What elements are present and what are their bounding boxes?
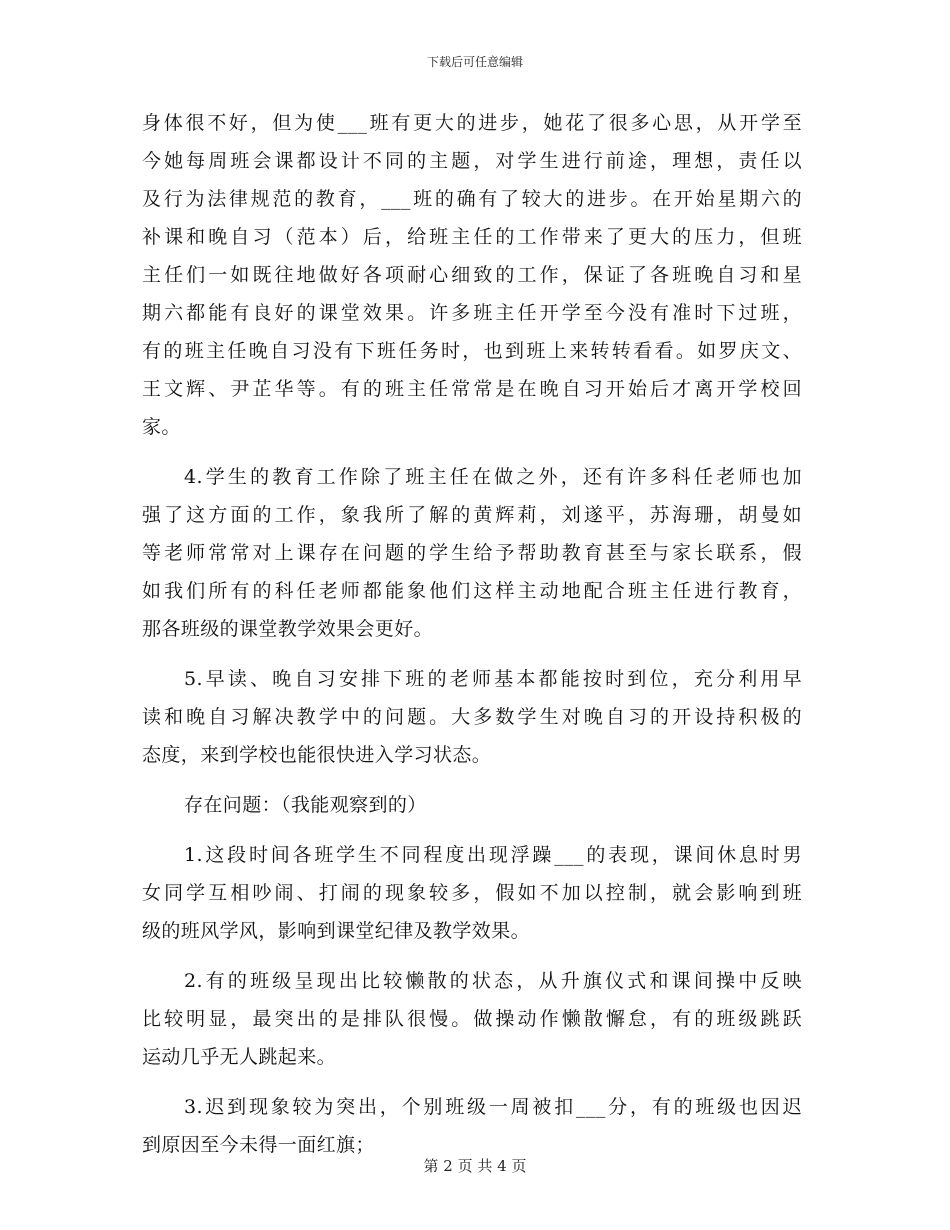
page-footer: 第 2 页 共 4 页 <box>423 1157 527 1175</box>
page-header: 下载后可任意编辑 <box>426 55 523 69</box>
text-line: 读和晚自习解决教学中的问题。大多数学生对晚自习的开设持积极的 <box>142 706 802 728</box>
text-line: 主任们一如既往地做好各项耐心细致的工作，保证了各班晚自习和星 <box>142 264 802 286</box>
text-line: 如我们所有的科任老师都能象他们这样主动地配合班主任进行教育， <box>142 580 802 602</box>
paragraph <box>142 104 802 446</box>
text-line: 运动几乎无人跳起来。 <box>142 1046 337 1068</box>
paragraph <box>142 836 802 950</box>
paragraph <box>142 1088 802 1164</box>
text-line: 家。 <box>142 416 181 438</box>
text-line: 2.有的班级呈现出比较懒散的状态，从升旗仪式和课间操中反映 <box>184 970 802 992</box>
paragraph <box>142 660 802 774</box>
text-line: 到原因至今未得一面红旗； <box>142 1134 375 1156</box>
text-line: 女同学互相吵闹、打闹的现象较多，假如不加以控制，就会影响到班 <box>142 882 802 904</box>
text-line: 期六都能有良好的课堂效果。许多班主任开学至今没有准时下过班， <box>142 302 802 324</box>
text-line: 有的班主任晚自习没有下班任务时，也到班上来转转看看。如罗庆文、 <box>142 340 802 362</box>
paragraph <box>142 458 802 648</box>
text-line: 身体很不好，但为使___班有更大的进步，她花了很多心思，从开学至 <box>142 112 802 134</box>
text-line: 强了这方面的工作，象我所了解的黄辉莉，刘遂平，苏海珊，胡曼如 <box>142 504 802 526</box>
text-line: 那各班级的课堂教学效果会更好。 <box>142 618 434 640</box>
text-line: 等老师常常对上课存在问题的学生给予帮助教育甚至与家长联系，假 <box>142 542 802 564</box>
text-line: 补课和晚自习（范本）后，给班主任的工作带来了更大的压力，但班 <box>142 226 802 248</box>
text-line: 及行为法律规范的教育，___班的确有了较大的进步。在开始星期六的 <box>142 188 802 210</box>
text-line: 1.这段时间各班学生不同程度出现浮躁___的表现，课间休息时男 <box>184 844 802 866</box>
text-line: 今她每周班会课都设计不同的主题，对学生进行前途，理想，责任以 <box>142 150 802 172</box>
paragraph <box>142 786 802 824</box>
text-line: 4.学生的教育工作除了班主任在做之外，还有许多科任老师也加 <box>184 466 802 488</box>
paragraph <box>142 962 802 1076</box>
text-line: 5.早读、晚自习安排下班的老师基本都能按时到位，充分利用早 <box>184 668 802 690</box>
text-line: 比较明显，最突出的是排队很慢。做操动作懒散懈怠，有的班级跳跃 <box>142 1008 802 1030</box>
section-heading: 存在问题：（我能观察到的） <box>184 794 427 816</box>
document-body <box>142 104 802 1164</box>
text-line: 级的班风学风，影响到课堂纪律及教学效果。 <box>142 920 531 942</box>
text-line: 3.迟到现象较为突出，个别班级一周被扣___分，有的班级也因迟 <box>184 1096 802 1118</box>
text-line: 王文辉、尹芷华等。有的班主任常常是在晚自习开始后才离开学校回 <box>142 378 802 400</box>
text-line: 态度，来到学校也能很快进入学习状态。 <box>142 744 492 766</box>
